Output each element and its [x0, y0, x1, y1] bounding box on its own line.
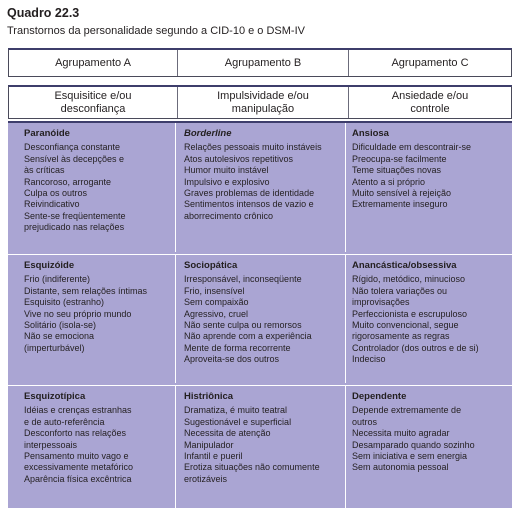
trait-item: excessivamente metafórico [24, 462, 134, 473]
trait-item: Preocupa-se facilmente [352, 153, 447, 164]
trait-item: Infantil e pueril [184, 451, 243, 462]
disorder-title: Borderline [184, 128, 232, 139]
trait-item: improvisações [352, 297, 410, 308]
trait-item: Desconfiança constante [24, 142, 121, 153]
trait-item: Sente-se freqüentemente [24, 210, 126, 221]
disorder-cell [176, 255, 346, 383]
trait-item: Idéias e crenças estranhas [24, 405, 132, 416]
trait-line: Esquisitice e/ou [54, 89, 132, 102]
trait-item: Sensível às decepções e [24, 153, 125, 164]
trait-item: Graves problemas de identidade [184, 188, 315, 199]
trait-item: Controlador (dos outros e de si) [352, 342, 479, 353]
trait-item: Frio, insensível [184, 285, 245, 296]
trait-item: Extremamente inseguro [352, 199, 448, 210]
trait-line: desconfiança [60, 102, 126, 115]
trait-item: Perfeccionista e escrupuloso [352, 308, 468, 319]
trait-item: Não aprende com a experiência [184, 331, 312, 342]
group-a-trait [9, 87, 178, 118]
trait-item: Culpa os outros [24, 188, 88, 199]
trait-item: Pensamento muito vago e [24, 451, 129, 462]
trait-item: Vive no seu próprio mundo [24, 308, 132, 319]
trait-item: Esquisito (estranho) [24, 297, 105, 308]
disorder-cell [346, 255, 512, 383]
trait-item: Teme situações novas [352, 165, 442, 176]
disorder-title: Dependente [352, 391, 407, 402]
trait-item: Sentimentos intensos de vazio e [184, 199, 314, 210]
trait-header-row [8, 85, 512, 119]
trait-item: outros [352, 416, 378, 427]
group-a-header: Agrupamento A [9, 50, 178, 76]
disorder-cell [8, 386, 176, 509]
disorder-cell [346, 386, 512, 509]
disorder-title: Sociopática [184, 260, 238, 271]
trait-item: Aproveita-se dos outros [184, 354, 280, 365]
disorder-cell [8, 123, 176, 252]
trait-item: Necessita de atenção [184, 428, 271, 439]
trait-item: Desconforto nas relações [24, 428, 127, 439]
group-c-trait [349, 87, 511, 118]
trait-item: prejudicado nas relações [24, 222, 125, 233]
disorder-title: Esquizóide [24, 260, 75, 271]
trait-item: Humor muito instável [184, 165, 269, 176]
trait-line: manipulação [231, 102, 295, 115]
trait-item: erotizáveis [184, 473, 228, 484]
trait-item: e de auto-referência [24, 416, 105, 427]
disorder-row-1 [8, 123, 512, 252]
trait-item: rigorosamente as regras [352, 331, 450, 342]
trait-item: Distante, sem relações íntimas [24, 285, 148, 296]
trait-line: Impulsividade e/ou [217, 89, 309, 102]
trait-item: Indeciso [352, 354, 386, 365]
trait-item: Impulsivo e explosivo [184, 176, 270, 187]
disorder-title: Ansiosa [352, 128, 389, 139]
disorder-cell [176, 386, 346, 509]
group-b-trait [178, 87, 349, 118]
trait-item: Reivindicativo [24, 199, 80, 210]
trait-item: Muito sensível à rejeição [352, 188, 452, 199]
trait-item: Relações pessoais muito instáveis [184, 142, 322, 153]
trait-item: Sugestionável e superficial [184, 416, 292, 427]
table-number: Quadro 22.3 [7, 6, 80, 20]
trait-item: Sem autonomia pessoal [352, 462, 449, 473]
trait-item: às críticas [24, 165, 65, 176]
trait-item: aborrecimento crônico [184, 210, 274, 221]
trait-item: Solitário (isola-se) [24, 320, 97, 331]
disorder-cell [346, 123, 512, 252]
trait-item: Não tolera variações ou [352, 285, 448, 296]
disorder-cell [8, 255, 176, 383]
trait-item: (imperturbável) [24, 342, 85, 353]
trait-item: Manipulador [184, 439, 234, 450]
disorder-title: Histriônica [184, 391, 234, 402]
trait-item: Rancoroso, arrogante [24, 176, 112, 187]
group-header-row [8, 48, 512, 77]
trait-line: Ansiedade e/ou [391, 89, 469, 102]
disorders-grid [8, 121, 512, 508]
trait-line: controle [410, 102, 450, 115]
trait-item: Atos autolesivos repetitivos [184, 153, 294, 164]
trait-item: Rígido, metódico, minucioso [352, 274, 466, 285]
trait-item: Sem iniciativa e sem energia [352, 451, 468, 462]
trait-item: Sem compaixão [184, 297, 249, 308]
trait-item: Depende extremamente de [352, 405, 462, 416]
disorder-cell [176, 123, 346, 252]
group-c-header: Agrupamento C [391, 56, 469, 69]
disorder-row-2 [8, 254, 512, 383]
trait-item: Frio (indiferente) [24, 274, 91, 285]
trait-item: Necessita muito agradar [352, 428, 450, 439]
trait-item: Aparência física excêntrica [24, 473, 132, 484]
disorder-row-3 [8, 385, 512, 509]
group-b-header: Agrupamento B [178, 50, 349, 76]
table-caption: Transtornos da personalidade segundo a CID-10 e o DSM-IV [7, 25, 305, 37]
trait-item: interpessoais [24, 439, 78, 450]
trait-item: Erotiza situações não comumente [184, 462, 320, 473]
trait-item: Não se emociona [24, 331, 95, 342]
trait-item: Dramatiza, é muito teatral [184, 405, 288, 416]
trait-item: Atento a si próprio [352, 176, 426, 187]
trait-item: Dificuldade em descontrair-se [352, 142, 472, 153]
disorder-title: Anancástica/obsessiva [352, 260, 457, 271]
trait-item: Mente de forma recorrente [184, 342, 291, 353]
trait-item: Agressivo, cruel [184, 308, 249, 319]
trait-item: Desamparado quando sozinho [352, 439, 475, 450]
disorder-title: Esquizotípica [24, 391, 86, 402]
trait-item: Não sente culpa ou remorsos [184, 320, 302, 331]
trait-item: Irresponsável, inconseqüente [184, 274, 302, 285]
trait-item: Muito convencional, segue [352, 320, 459, 331]
disorder-title: Paranóide [24, 128, 70, 139]
